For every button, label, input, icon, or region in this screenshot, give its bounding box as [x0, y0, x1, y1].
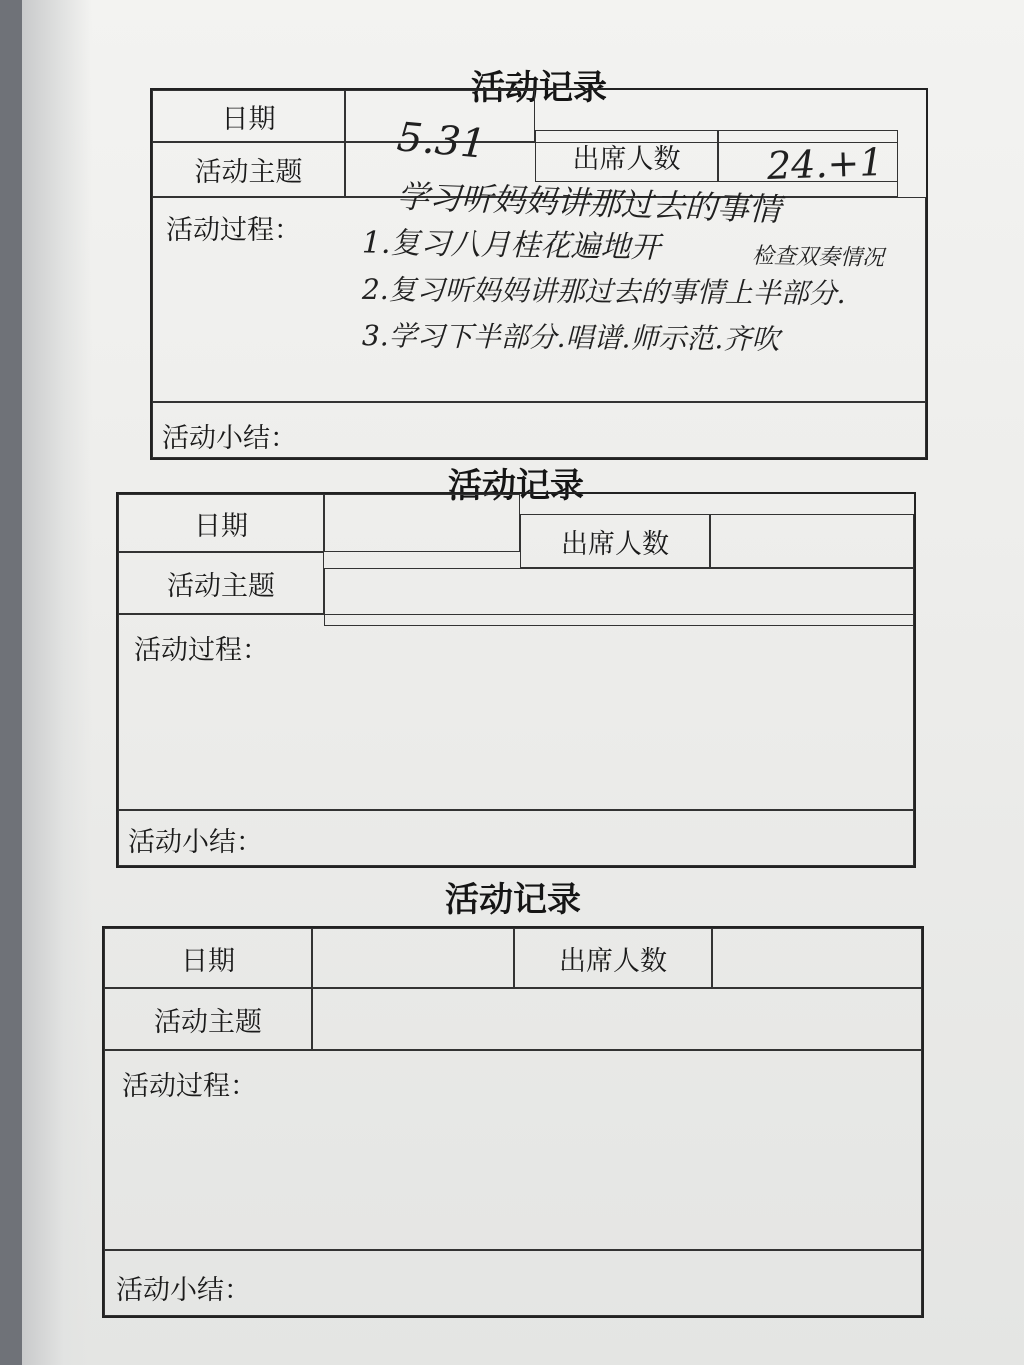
record-title: 活动记录 [471, 68, 607, 108]
attendance-label: 出席人数 [535, 130, 718, 182]
date-label: 日期 [152, 90, 345, 142]
topic-label: 活动主题 [118, 552, 324, 614]
handwritten-topic: 学习听妈妈讲那过去的事情 [396, 177, 782, 229]
date-label: 日期 [118, 494, 324, 552]
process-label: 活动过程： [166, 215, 301, 246]
summary-label: 活动小结： [116, 1275, 251, 1306]
date-label: 日期 [104, 928, 312, 988]
topic-value-cell [312, 988, 922, 1050]
process-label: 活动过程： [134, 635, 269, 666]
date-value-cell [312, 928, 514, 988]
attendance-label: 出席人数 [520, 514, 710, 568]
date-value-cell [324, 494, 520, 552]
attendance-label: 出席人数 [514, 928, 712, 988]
record-title: 活动记录 [445, 880, 581, 920]
record-form [116, 492, 916, 868]
handwritten-date: 5.31 [395, 114, 488, 168]
process-label: 活动过程： [122, 1071, 257, 1102]
topic-label: 活动主题 [104, 988, 312, 1050]
activity-record-1 [150, 58, 928, 468]
activity-record-2 [116, 458, 916, 878]
notebook-page [22, 0, 1024, 1365]
page-binding-edge [22, 0, 92, 1365]
activity-record-3 [102, 868, 924, 1328]
handwritten-process-line-3: 3.学习下半部分.唱谱.师示范.齐吹 [361, 319, 780, 356]
summary-label: 活动小结： [128, 827, 263, 858]
summary-label: 活动小结： [162, 423, 297, 454]
attendance-value-cell [712, 928, 922, 988]
topic-label: 活动主题 [152, 142, 345, 197]
handwritten-process-line-2: 2.复习听妈妈讲那过去的事情上半部分. [361, 272, 846, 311]
handwritten-process-line-1: 1.复习八月桂花遍地开 [361, 225, 661, 266]
handwritten-attendance: 24.+1 [766, 139, 885, 189]
handwritten-process-note: 检查双奏情况 [751, 243, 885, 272]
record-title: 活动记录 [448, 466, 584, 506]
record-form [102, 926, 924, 1318]
record-form [150, 88, 928, 460]
attendance-value-cell [710, 514, 914, 568]
